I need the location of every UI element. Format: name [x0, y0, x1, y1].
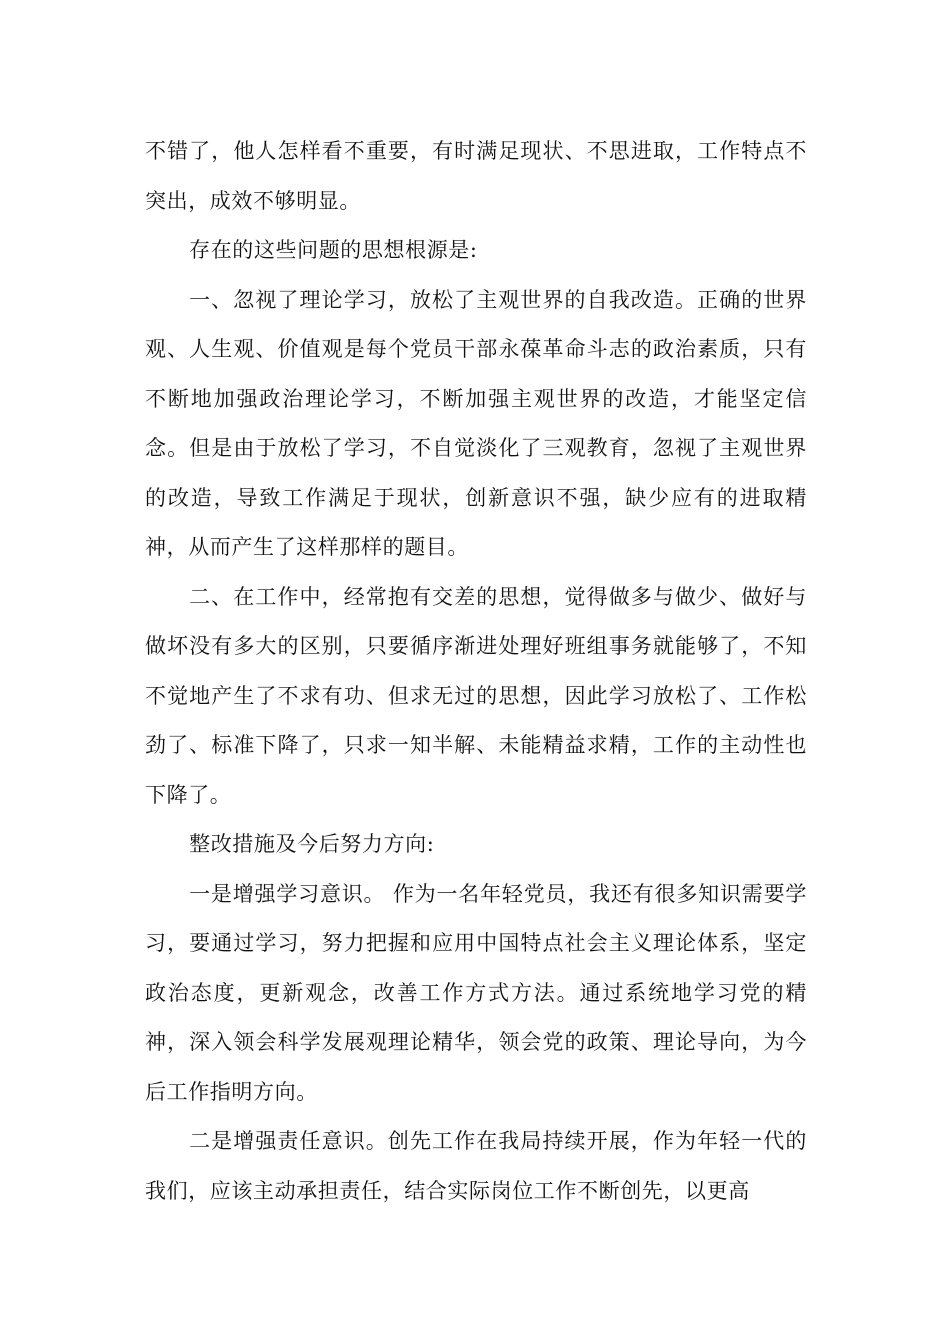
paragraph-measures-heading: 整改措施及今后努力方向:: [189, 832, 435, 856]
paragraph-cause-one: 一、忽视了理论学习，放松了主观世界的自我改造。正确的世界观、人生观、价值观是每个党员干部永葆革命斗志的政治素质，只有不断地加强政治理论学习，不断加强主观世界的改造，才能坚定信念。但是由于放松了学习，不自觉淡化了三观教育，忽视了主观世界的改造，导致工作满足于现状，创新意识不强，缺少应有的进取精神，从而产生了这样那样的题目。: [145, 287, 807, 559]
paragraph-cause-two: 二、在工作中，经常抱有交差的思想，觉得做多与做少、做好与做坏没有多大的区别，只要循序渐进处理好班组事务就能够了，不知不觉地产生了不求有功、但求无过的思想，因此学习放松了、工作松劲了、标准下降了，只求一知半解、未能精益求精，工作的主动性也下降了。: [145, 584, 807, 807]
paragraph-measure-one: 一是增强学习意识。 作为一名年轻党员，我还有很多知识需要学习，要通过学习，努力把握和应用中国特点社会主义理论体系，坚定政治态度，更新观念，改善工作方式方法。通过系统地学习党的精神，深入领会科学发展观理论精华，领会党的政策、理论导向，为今后工作指明方向。: [145, 881, 807, 1104]
paragraph-root-causes-heading: 存在的这些问题的思想根源是:: [189, 238, 478, 262]
document-body: [145, 127, 807, 1216]
paragraph-measure-two: 二是增强责任意识。创先工作在我局持续开展，作为年轻一代的我们，应该主动承担责任，结合实际岗位工作不断创先，以更高: [145, 1129, 807, 1203]
paragraph-continuation: 不错了，他人怎样看不重要，有时满足现状、不思进取，工作特点不突出，成效不够明显。: [145, 139, 807, 213]
